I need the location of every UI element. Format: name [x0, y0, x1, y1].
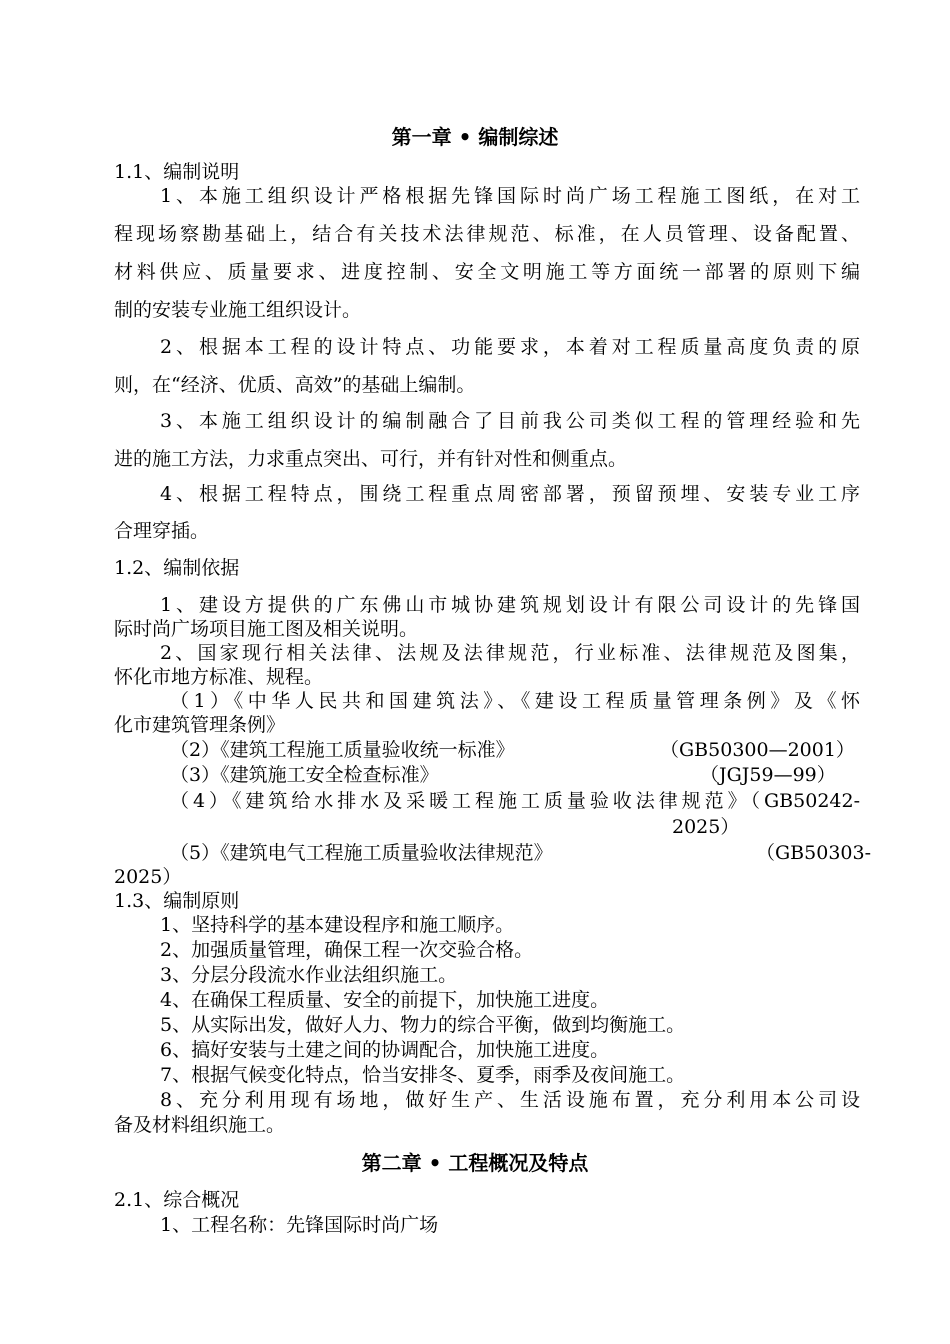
s13-item-6: 6、搞好安装与土建之间的协调配合，加快施工进度。 — [160, 1039, 610, 1061]
s12-r3-text: （3）《建筑施工安全检查标准》 — [170, 764, 439, 786]
s13-item-8-line1: 8、充分利用现有场地，做好生产、生活设施布置，充分利用本公司设 — [160, 1089, 860, 1111]
s11-p3-line1: 3、本施工组织设计的编制融合了目前我公司类似工程的管理经验和先 — [160, 410, 860, 432]
s12-r3-code: （JGJ59—99） — [700, 764, 836, 786]
section-1-2-heading: 1.2、编制依据 — [114, 557, 240, 579]
s12-b1-line2: 际时尚广场项目施工图及相关说明。 — [114, 618, 419, 640]
s12-r5-text: （5）《建筑电气工程施工质量验收法律规范》 — [170, 842, 553, 864]
s12-r1-line2: 化市建筑管理条例》 — [114, 714, 286, 736]
s12-b1-line1: 1、建设方提供的广东佛山市城协建筑规划设计有限公司设计的先锋国 — [160, 594, 860, 616]
s12-r2-code: （GB50300—2001） — [660, 739, 855, 761]
s13-item-1: 1、坚持科学的基本建设程序和施工顺序。 — [160, 914, 515, 936]
s11-p1-line4: 制的安装专业施工组织设计。 — [114, 299, 362, 321]
chapter2-title: 第二章 • 工程概况及特点 — [361, 1151, 589, 1175]
s12-r4-cont: 2025） — [672, 816, 740, 838]
s11-p2-line1: 2、根据本工程的设计特点、功能要求，本着对工程质量高度负责的原 — [160, 336, 860, 358]
section-1-3-heading: 1.3、编制原则 — [114, 890, 240, 912]
s12-r5-code: （GB50303- — [756, 842, 872, 864]
chapter1-title: 第一章 • 编制综述 — [391, 125, 559, 149]
s12-r2-text: （2）《建筑工程施工质量验收统一标准》 — [170, 739, 515, 761]
s11-p1-line1: 1、本施工组织设计严格根据先锋国际时尚广场工程施工图纸，在对工 — [160, 185, 860, 207]
section-1-1-heading: 1.1、编制说明 — [114, 161, 240, 183]
s21-item-1: 1、工程名称：先锋国际时尚广场 — [160, 1214, 439, 1236]
s11-p4-line1: 4、根据工程特点，围绕工程重点周密部署，预留预埋、安装专业工序 — [160, 483, 860, 505]
s12-r1-line1: （1）《中华人民共和国建筑法》、《建设工程质量管理条例》及《怀 — [170, 690, 860, 712]
s11-p4-line2: 合理穿插。 — [114, 520, 210, 542]
s11-p1-line2: 程现场察勘基础上，结合有关技术法律规范、标准，在人员管理、设备配置、 — [114, 223, 860, 245]
s12-r4-text: （4）《建筑给水排水及采暖工程施工质量验收法律规范》（GB50242- — [170, 790, 860, 812]
section-2-1-heading: 2.1、综合概况 — [114, 1189, 240, 1211]
s11-p1-line3: 材料供应、质量要求、进度控制、安全文明施工等方面统一部署的原则下编 — [114, 261, 860, 283]
s13-item-5: 5、从实际出发，做好人力、物力的综合平衡，做到均衡施工。 — [160, 1014, 686, 1036]
s13-item-4: 4、在确保工程质量、安全的前提下，加快施工进度。 — [160, 989, 610, 1011]
s12-b2-line2: 怀化市地方标准、规程。 — [114, 666, 324, 688]
s12-r5-cont: 2025） — [114, 866, 182, 888]
s13-item-2: 2、加强质量管理，确保工程一次交验合格。 — [160, 939, 534, 961]
s11-p2-line2: 则，在“经济、优质、高效”的基础上编制。 — [114, 374, 476, 396]
s13-item-8-line2: 备及材料组织施工。 — [114, 1114, 286, 1136]
s12-b2-line1: 2、国家现行相关法律、法规及法律规范，行业标准、法律规范及图集， — [160, 642, 860, 664]
s11-p3-line2: 进的施工方法，力求重点突出、可行，并有针对性和侧重点。 — [114, 448, 628, 470]
s13-item-3: 3、分层分段流水作业法组织施工。 — [160, 964, 458, 986]
s13-item-7: 7、根据气候变化特点，恰当安排冬、夏季，雨季及夜间施工。 — [160, 1064, 686, 1086]
